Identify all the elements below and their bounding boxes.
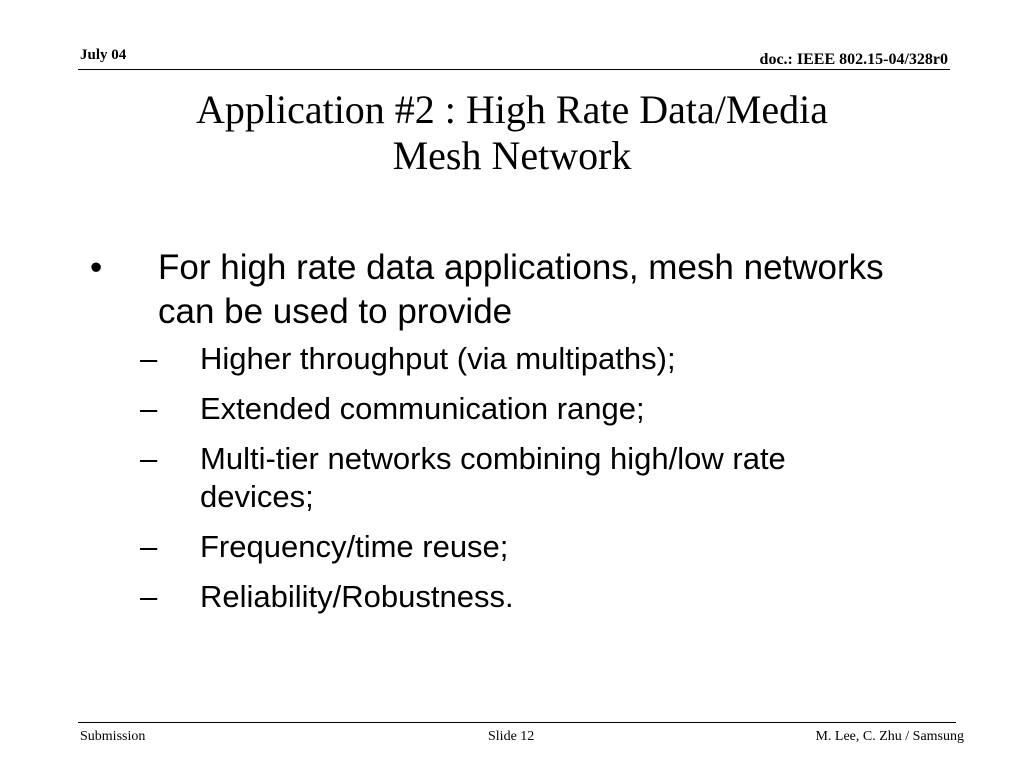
sub-bullet-text: Higher throughput (via multipaths); — [200, 341, 676, 376]
slide-title-line-2: Mesh Network — [392, 133, 632, 178]
dash-marker: – — [140, 341, 158, 376]
sub-bullet-text: Frequency/time reuse; — [200, 529, 509, 564]
slide-title — [112, 87, 912, 179]
sub-bullet-item — [0, 528, 900, 566]
sub-bullet-item — [0, 340, 900, 378]
sub-bullet-text: Multi-tier networks combining high/low rate devices; — [200, 441, 786, 514]
sub-bullet-item — [0, 578, 900, 616]
footer-authors: M. Lee, C. Zhu / Samsung — [815, 729, 964, 744]
footer-divider — [78, 722, 956, 723]
footer-submission: Submission — [80, 729, 146, 744]
sub-bullet-text: Extended communication range; — [200, 391, 645, 426]
bullet-item-main — [0, 246, 918, 334]
footer-slide-number: Slide 12 — [488, 729, 535, 744]
sub-bullet-item — [0, 440, 900, 516]
bullet-list — [0, 246, 1024, 628]
header-divider — [78, 69, 950, 70]
dash-marker: – — [140, 579, 158, 614]
dash-marker: – — [140, 391, 158, 426]
sub-bullet-text: Reliability/Robustness. — [200, 579, 514, 614]
bullet-marker: • — [90, 248, 103, 287]
sub-bullet-item — [0, 390, 900, 428]
dash-marker: – — [140, 441, 158, 476]
header-date: July 04 — [80, 47, 127, 63]
header-doc-id: doc.: IEEE 802.15-04/328r0 — [759, 51, 948, 68]
bullet-text-main: For high rate data applications, mesh networks can be used to provide — [158, 248, 884, 331]
slide-title-line-1: Application #2 : High Rate Data/Media — [195, 87, 829, 132]
dash-marker: – — [140, 529, 158, 564]
